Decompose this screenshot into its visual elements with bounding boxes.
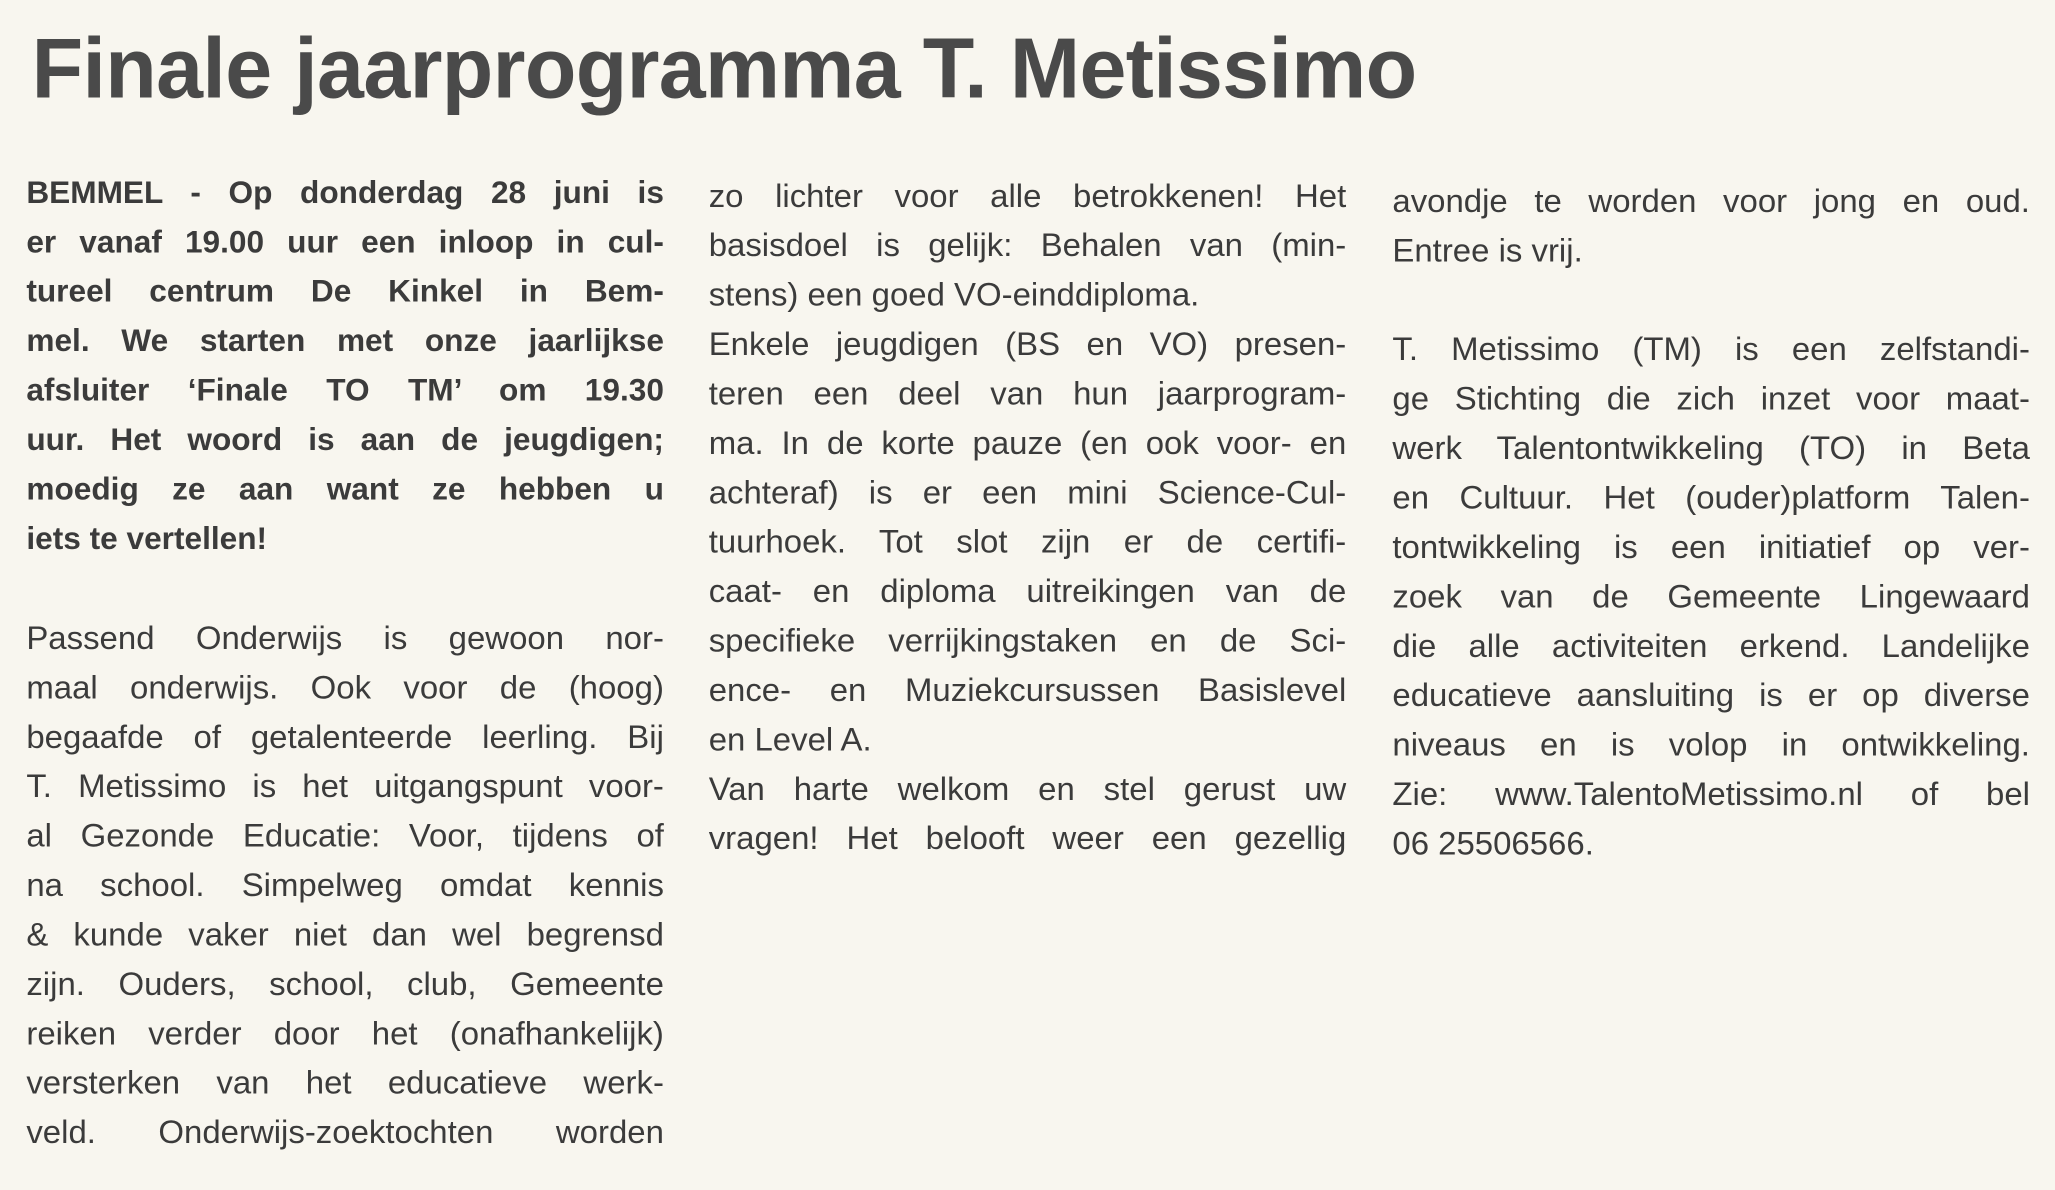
article-column-2 bbox=[709, 172, 1347, 864]
text-line: BEMMEL - Op donderdag 28 juni is bbox=[26, 175, 664, 211]
text-line: caat- en diploma uitreikingen van de bbox=[708, 573, 1347, 610]
text-line: stens) een goed VO-einddiploma. bbox=[708, 277, 1200, 314]
text-line: maal onderwijs. Ook voor de (hoog) bbox=[26, 669, 664, 707]
paragraph-gap bbox=[26, 564, 664, 613]
article-column-3 bbox=[1392, 177, 2030, 869]
text-line: vragen! Het belooft weer een gezellig bbox=[708, 820, 1347, 858]
text-line: educatieve aansluiting is er op diverse bbox=[1392, 677, 2030, 714]
text-line: T. Metissimo is het uitgangspunt voor- bbox=[26, 768, 664, 806]
text-line: er vanaf 19.00 uur een inloop in cul- bbox=[26, 224, 664, 261]
text-line: ge Stichting die zich inzet voor maat- bbox=[1392, 381, 2030, 418]
text-line: moedig ze aan want ze hebben u bbox=[26, 472, 664, 508]
text-line: versterken van het educatieve werk- bbox=[26, 1065, 664, 1102]
text-line: Zie: www.TalentoMetissimo.nl of bel bbox=[1392, 776, 2030, 813]
article-column-1 bbox=[26, 169, 664, 1157]
text-line: na school. Simpelweg omdat kennis bbox=[26, 867, 664, 904]
text-line: tureel centrum De Kinkel in Bem- bbox=[26, 274, 664, 310]
text-line: teren een deel van hun jaarprogram- bbox=[708, 375, 1347, 413]
text-line: reiken verder door het (onafhankelijk) bbox=[26, 1015, 664, 1053]
text-line: & kunde vaker niet dan wel begrensd bbox=[26, 916, 664, 954]
text-line: basisdoel is gelijk: Behalen van (min- bbox=[708, 227, 1347, 265]
text-line: en Level A. bbox=[708, 721, 872, 759]
text-line: zo lichter voor alle betrokkenen! Het bbox=[708, 178, 1347, 215]
text-line: die alle activiteiten erkend. Landelijke bbox=[1392, 628, 2030, 665]
text-line: 06 25506566. bbox=[1392, 825, 1594, 863]
text-line: uur. Het woord is aan de jeugdigen; bbox=[26, 422, 664, 458]
text-line: begaafde of getalenteerde leerling. Bij bbox=[26, 719, 664, 756]
text-line: niveaus en is volop in ontwikkeling. bbox=[1392, 726, 2030, 764]
text-line: T. Metissimo (TM) is een zelfstandi- bbox=[1392, 331, 2030, 369]
text-line: tontwikkeling is een initiatief op ver- bbox=[1392, 529, 2030, 566]
text-line: Entree is vrij. bbox=[1392, 232, 1583, 270]
text-line: al Gezonde Educatie: Voor, tijdens of bbox=[26, 818, 664, 855]
text-line: Enkele jeugdigen (BS en VO) presen- bbox=[708, 326, 1347, 363]
text-line: achteraf) is er een mini Science-Cul- bbox=[708, 474, 1347, 512]
text-line: specifieke verrijkingstaken en de Sci- bbox=[708, 622, 1347, 660]
text-line: zijn. Ouders, school, club, Gemeente bbox=[26, 966, 664, 1003]
text-line: Van harte welkom en stel gerust uw bbox=[708, 771, 1347, 808]
paragraph-gap bbox=[1392, 276, 2030, 325]
article-headline: Finale jaarprogramma T. Metissimo bbox=[31, 19, 1417, 116]
text-line: afsluiter ‘Finale TO TM’ om 19.30 bbox=[26, 373, 664, 409]
text-line: Passend Onderwijs is gewoon nor- bbox=[26, 620, 664, 657]
text-line: avondje te worden voor jong en oud. bbox=[1392, 183, 2030, 220]
text-line: iets te vertellen! bbox=[26, 521, 268, 557]
text-line: werk Talentontwikkeling (TO) in Beta bbox=[1392, 430, 2030, 467]
text-line: ma. In de korte pauze (en ook voor- en bbox=[708, 425, 1347, 462]
text-line: mel. We starten met onze jaarlijkse bbox=[26, 323, 664, 359]
text-line: zoek van de Gemeente Lingewaard bbox=[1392, 578, 2030, 616]
text-line: ence- en Muziekcursussen Basislevel bbox=[708, 672, 1347, 709]
text-line: veld. Onderwijs-zoektochten worden bbox=[26, 1114, 664, 1151]
text-line: tuurhoek. Tot slot zijn er de certifi- bbox=[708, 524, 1347, 561]
text-line: en Cultuur. Het (ouder)platform Talen- bbox=[1392, 479, 2030, 517]
